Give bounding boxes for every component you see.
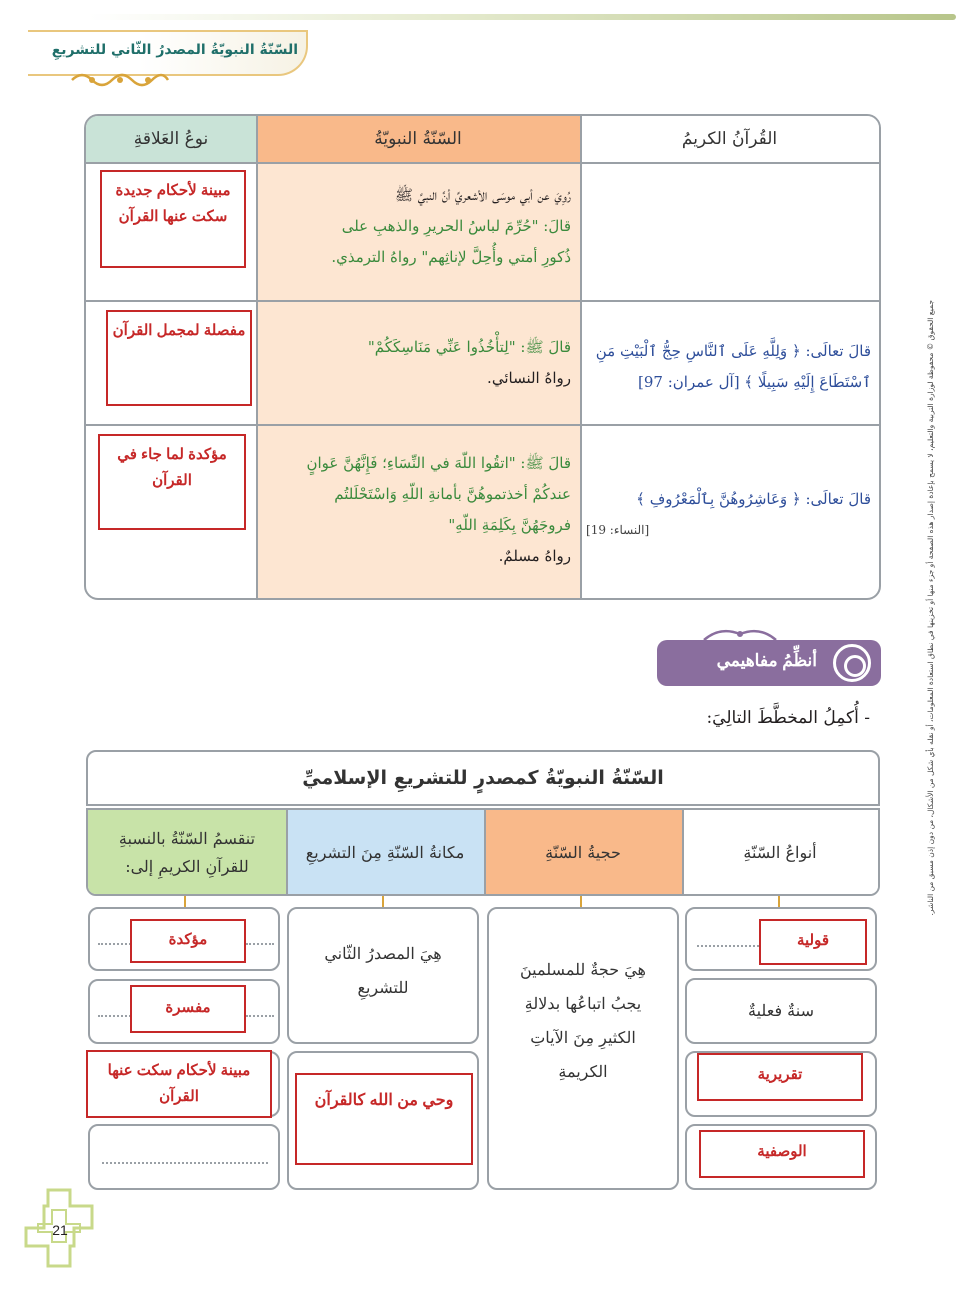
authority-text: هِيَ حجةٌ للمسلمينَ يجبُ اتباعُها بدلالةِ الكثيرِ مِنَ الآياتِ الكريمةِ	[520, 960, 646, 1081]
blank-line	[246, 1015, 274, 1017]
quran-column-header: القُرآنُ الكريمُ	[580, 116, 879, 162]
sunnah-line: رُوِيَ عن أبي موسَى الأشعريِّ أنَّ النبيَّ ﷺ	[394, 186, 571, 204]
sunnah-line: قالَ ﷺ: "اتقُوا اللّهَ في النِّسَاءِ؛ فَإِنَّهُنَّ عَوانٍ	[306, 454, 571, 472]
row-divider	[86, 300, 879, 302]
chapter-title: السّنّةُ النبويّةُ المصدرُ الثّاني للتشريعِ	[51, 42, 298, 58]
copyright-note: جميع الحقوق © محفوظة لوزارة التربية والتعليم، لا يسمح بإعادة إصدار هذه الصفحة أو جزء منها أو تخزينها في نطاق استعادة المعلومات، أو نقله بأي شكل من الأشكال، من دون إذن مسبق من الناشر.	[926, 300, 935, 916]
comparison-table	[84, 114, 881, 600]
relation-column-header: نوعُ العَلاقةِ	[86, 116, 256, 162]
quran-line: [النساء: 19]	[586, 523, 650, 537]
division-answer-3[interactable]: مبينة لأحكام سكت عنها القرآن	[86, 1050, 272, 1118]
types-answer-3[interactable]: تقريرية	[697, 1053, 863, 1101]
types-slot-1[interactable]	[685, 907, 877, 971]
sunnah-line: رواهُ النسائي.	[487, 369, 571, 387]
row-1-sunnah-cell	[261, 180, 571, 273]
section-badge-label: أنظِّمُ مفاهيمي	[716, 651, 817, 670]
category-divider	[682, 810, 684, 896]
row-divider	[86, 424, 879, 426]
row-1-relation-answer[interactable]: مبينة لأحكام جديدة سكت عنها القرآن	[100, 170, 246, 268]
division-slot-4[interactable]	[88, 1124, 280, 1190]
diagram-title: السّنّةُ النبويّةُ كمصدرٍ للتشريعِ الإسلاميِّ	[86, 750, 880, 806]
target-icon	[833, 644, 871, 682]
header-top-line	[88, 14, 956, 20]
division-slot-1[interactable]	[88, 907, 280, 971]
types-slot-4[interactable]	[685, 1124, 877, 1190]
row-2-relation-answer[interactable]: مفصلة لمجمل القرآن	[106, 310, 252, 406]
division-answer-2[interactable]: مفسرة	[130, 985, 246, 1033]
category-divider	[286, 810, 288, 896]
position-slot-1	[287, 907, 479, 1044]
quran-line: قالَ تعالَى: ﴿ وَعَاشِرُوهُنَّ بِٱلْمَعْرُوفِ ﴾	[636, 490, 871, 508]
category-position: مكانةُ السّنّةِ مِنَ التشريعِ	[286, 810, 484, 896]
row-2-quran-cell	[586, 336, 871, 398]
category-authority: حجيةُ السّنّةِ	[484, 810, 682, 896]
column-divider	[580, 116, 582, 600]
quran-line: ٱسْتَطَاعَ إِلَيْهِ سَبِيلًا ﴾ [آل عمران: 97]	[638, 373, 871, 391]
quran-line: قالَ تعالَى: ﴿ وَلِلَّهِ عَلَى ٱلنَّاسِ حِجُّ ٱلْبَيْتِ مَنِ	[595, 342, 871, 360]
row-divider	[86, 162, 879, 164]
types-answer-4[interactable]: الوصفية	[699, 1130, 865, 1178]
position-answer[interactable]: وحي من الله كالقرآن	[295, 1073, 473, 1165]
blank-line	[697, 945, 767, 947]
row-3-relation-answer[interactable]: مؤكدة لما جاء في القرآن	[98, 434, 246, 530]
authority-slot	[487, 907, 679, 1190]
row-3-quran-cell	[586, 484, 871, 546]
category-division: تنقسمُ السّنّةُ بالنسبةِ للقرآنِ الكريمِ إلى:	[88, 810, 286, 896]
section-badge	[657, 640, 881, 686]
position-slot-2[interactable]	[287, 1051, 479, 1190]
blank-line	[102, 1162, 268, 1164]
division-answer-1[interactable]: مؤكدة	[130, 919, 246, 963]
category-divider	[484, 810, 486, 896]
types-slot-3[interactable]	[685, 1051, 877, 1117]
types-item-2: سنةٌ فعليةٌ	[748, 1001, 814, 1020]
sunnah-line: ذُكورِ أمتي وأُحِلَّ لإناثِهم" رواهُ الترمذي.	[331, 248, 571, 266]
diagram-categories	[86, 808, 880, 896]
blank-line	[246, 943, 274, 945]
diagram-instruction: - أُكمِلُ المخطَّطَ التالِيَ:	[706, 708, 870, 728]
row-2-sunnah-cell	[261, 332, 571, 394]
types-slot-2	[685, 978, 877, 1044]
sunnah-line: عندكُمْ أخذتموهُنَّ بأمانةِ اللّهِ وَاسْتَحْلَلتُم	[334, 485, 571, 503]
sunnah-column-header: السّنّةُ النبويّةُ	[256, 116, 580, 162]
category-types: أنواعُ السّنّةِ	[682, 810, 878, 896]
row-3-sunnah-cell	[261, 448, 571, 572]
sunnah-line: قالَ ﷺ: "لِتأْخُذُوا عَنِّي مَنَاسِكَكُمْ"	[367, 338, 571, 356]
header-ornament-icon	[70, 70, 170, 90]
sunnah-line: فروجَهُنَّ بِكَلِمَةِ اللّهِ"	[448, 516, 571, 534]
page-number: 21	[52, 1222, 68, 1238]
sunnah-line: رواهُ مسلمٌ.	[498, 547, 571, 565]
column-divider	[256, 116, 258, 600]
position-text: هِيَ المصدرُ الثّاني للتشريعِ	[324, 944, 442, 997]
division-slot-2[interactable]	[88, 979, 280, 1044]
sunnah-line: قالَ: "حُرِّمَ لباسُ الحريرِ والذهبِ على	[341, 217, 571, 235]
types-answer-1[interactable]: قولية	[759, 919, 867, 965]
